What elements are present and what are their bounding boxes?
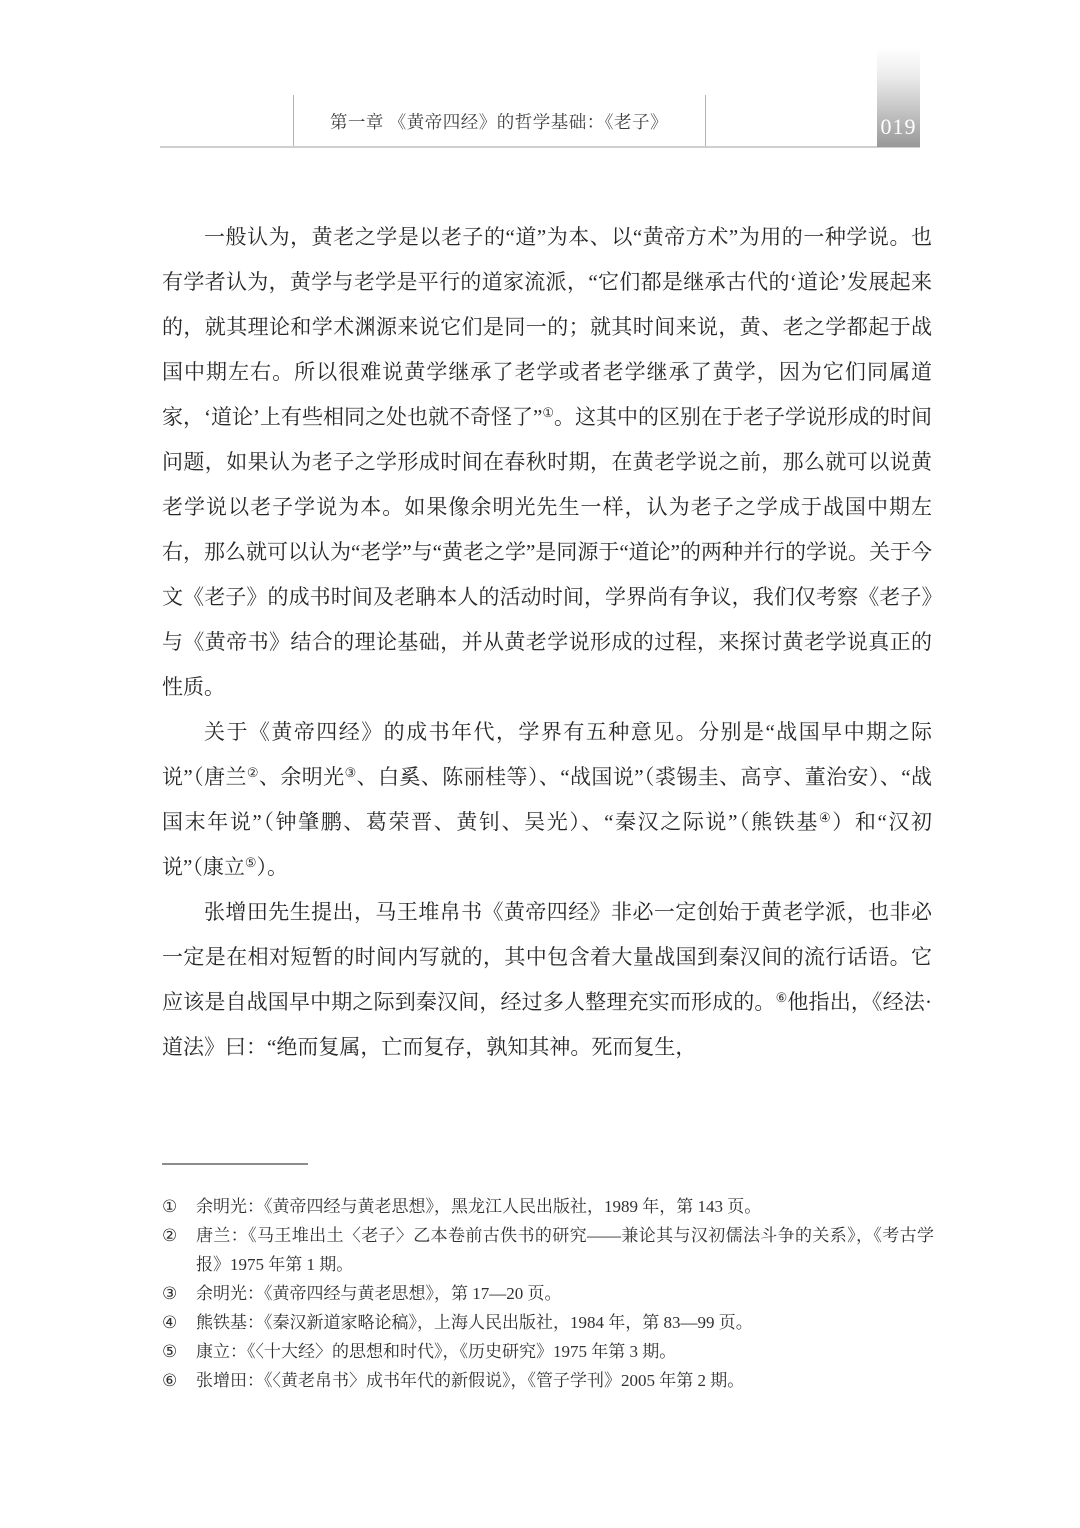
body-text bbox=[162, 215, 932, 1070]
footnote-marker: ③ bbox=[162, 1284, 178, 1303]
footnote-item bbox=[162, 1337, 934, 1366]
footnote-text: 康立：《〈十大经〉的思想和时代》，《历史研究》1975 年第 3 期。 bbox=[196, 1342, 677, 1361]
footnote-ref: ③ bbox=[344, 765, 357, 780]
footnote-text: 张增田：《〈黄老帛书〉成书年代的新假说》，《管子学刊》2005 年第 2 期。 bbox=[196, 1371, 745, 1390]
paragraph: 关于《黄帝四经》的成书年代，学界有五种意见。分别是“战国早中期之际说”（唐兰②、余明光③、白奚、陈丽桂等）、“战国说”（裘锡圭、高亨、董治安）、“战国末年说”（钟肇鹏、葛荣晋、黄钊、吴光）、“秦汉之际说”（熊铁基④）和“汉初说”（康立⑤）。 bbox=[162, 720, 933, 879]
footnote-ref: ⑤ bbox=[244, 855, 257, 870]
footnote-marker: ④ bbox=[162, 1313, 178, 1332]
footnote-ref: ② bbox=[246, 765, 259, 780]
footnote-item bbox=[162, 1221, 934, 1279]
footnotes bbox=[162, 1192, 934, 1395]
footnote-text: 余明光：《黄帝四经与黄老思想》，第 17—20 页。 bbox=[196, 1284, 562, 1303]
footnote-item bbox=[162, 1279, 934, 1308]
footnote-ref: ④ bbox=[818, 810, 833, 825]
footnote-item bbox=[162, 1366, 934, 1395]
paragraph: 一般认为，黄老之学是以老子的“道”为本、以“黄帝方术”为用的一种学说。也有学者认为，黄学与老学是平行的道家流派，“它们都是继承古代的‘道论’发展起来的，就其理论和学术渊源来说它们是同一的；就其时间来说，黄、老之学都起于战国中期左右。所以很难说黄学继承了老学或者老学继承了黄学，因为它们同属道家，‘道论’上有些相同之处也就不奇怪了”①。这其中的区别在于老子学说形成的时间问题，如果认为老子之学形成时间在春秋时期，在黄老学说之前，那么就可以说黄老学说以老子学说为本。如果像余明光先生一样，认为老子之学成于战国中期左右，那么就可以认为“老学”与“黄老之学”是同源于“道论”的两种并行的学说。关于今文《老子》的成书时间及老聃本人的活动时间，学界尚有争议，我们仅考察《老子》与《黄帝书》结合的理论基础，并从黄老学说形成的过程，来探讨黄老学说真正的性质。 bbox=[162, 225, 932, 699]
footnote-ref: ① bbox=[542, 405, 554, 420]
footnote-text: 唐兰：《马王堆出土〈老子〉乙本卷前古佚书的研究——兼论其与汉初儒法斗争的关系》，《考古学报》1975 年第 1 期。 bbox=[196, 1226, 934, 1274]
page-number-box bbox=[877, 48, 920, 147]
footnote-marker: ⑤ bbox=[162, 1342, 178, 1361]
chapter-title: 第一章 《黄帝四经》的哲学基础：《老子》 bbox=[329, 112, 669, 132]
footnote-text: 熊铁基：《秦汉新道家略论稿》，上海人民出版社，1984 年，第 83—99 页。 bbox=[196, 1313, 753, 1332]
footnote-marker: ② bbox=[162, 1226, 178, 1245]
footnote-item bbox=[162, 1308, 934, 1337]
header-rule bbox=[160, 146, 920, 148]
footnote-item bbox=[162, 1192, 934, 1221]
footnote-separator bbox=[162, 1163, 308, 1165]
footnote-marker: ⑥ bbox=[162, 1371, 178, 1390]
footnote-text: 余明光：《黄帝四经与黄老思想》，黑龙江人民出版社，1989 年，第 143 页。 bbox=[196, 1197, 762, 1216]
page-number: 019 bbox=[880, 114, 917, 139]
footnote-marker: ① bbox=[162, 1197, 178, 1216]
header-right-divider bbox=[705, 95, 706, 147]
footnote-ref: ⑥ bbox=[775, 990, 788, 1005]
paragraph: 张增田先生提出，马王堆帛书《黄帝四经》非必一定创始于黄老学派，也非必一定是在相对短暂的时间内写就的，其中包含着大量战国到秦汉间的流行话语。它应该是自战国早中期之际到秦汉间，经过多人整理充实而形成的。⑥他指出，《经法·道法》曰：“绝而复属，亡而复存，孰知其神。死而复生， bbox=[162, 900, 932, 1059]
